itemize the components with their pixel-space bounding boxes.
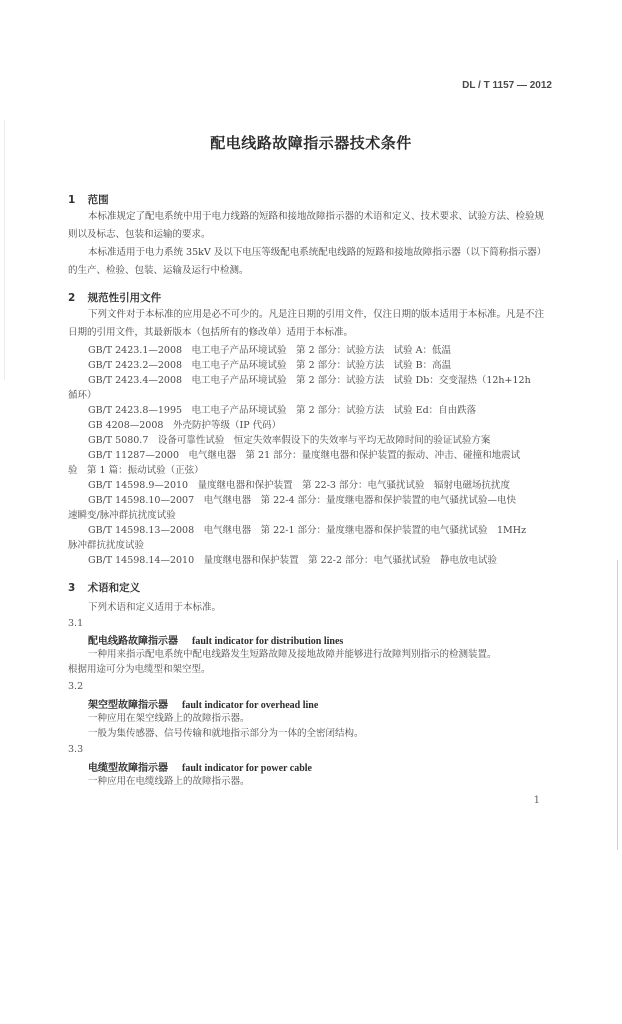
reference-item: GB/T 2423.1—2008 电工电子产品环境试验 第 2 部分：试验方法 试验 A：低温 (88, 345, 452, 356)
paragraph-text: 下列文件对于本标准的应用是必不可少的。凡是注日期的引用文件，仅注日期的版本适用于本标准。凡是不注日期的引用文件，其最新版本（包括所有的修改单）适用于本标准。 (68, 309, 545, 338)
reference-item-continued: 脉冲群抗扰度试验 (68, 540, 145, 551)
term-chinese: 电缆型故障指示器 (88, 763, 168, 774)
term-heading (88, 696, 318, 711)
term-chinese: 架空型故障指示器 (88, 700, 168, 711)
reference-item: GB/T 2423.2—2008 电工电子产品环境试验 第 2 部分：试验方法 试验 B：高温 (88, 360, 452, 371)
section-number: 2 (68, 292, 76, 304)
term-definition-note: 根据用途可分为电缆型和架空型。 (68, 664, 211, 675)
clause-number: 3.3 (68, 744, 84, 755)
section-1-paragraph-1 (68, 208, 552, 244)
document-title: 配电线路故障指示器技术条件 (210, 134, 412, 152)
section-title: 规范性引用文件 (87, 292, 162, 304)
term-definition: 一种用来指示配电系统中配电线路发生短路故障及接地故障并能够进行故障判别指示的检测装置。 (88, 649, 497, 660)
reference-item: GB/T 14598.13—2008 电气继电器 第 22-1 部分：量度继电器和保护装置的电气骚扰试验 1MHz (88, 525, 527, 536)
term-english: fault indicator for power cable (182, 763, 312, 774)
reference-item-continued: 验 第 1 篇：振动试验（正弦） (68, 465, 204, 476)
reference-item: GB 4208—2008 外壳防护等级（IP 代码） (88, 420, 282, 431)
section-number: 1 (68, 194, 76, 206)
term-heading (88, 632, 343, 647)
clause-number: 3.1 (68, 618, 84, 629)
standard-number: DL / T 1157 — 2012 (462, 80, 552, 91)
section-3-intro: 下列术语和定义适用于本标准。 (88, 602, 222, 613)
scan-edge-left (4, 120, 5, 380)
reference-item: GB/T 14598.10—2007 电气继电器 第 22-4 部分：量度继电器和保护装置的电气骚扰试验—电快 (88, 495, 517, 506)
section-number: 3 (68, 582, 76, 594)
section-1-heading (68, 192, 109, 207)
section-title: 范围 (87, 194, 109, 206)
section-title: 术语和定义 (87, 582, 141, 594)
reference-item-continued: 循环） (68, 390, 97, 401)
term-definition: 一种应用在电缆线路上的故障指示器。 (88, 776, 250, 787)
section-2-heading (68, 290, 161, 305)
reference-item: GB/T 14598.14—2010 量度继电器和保护装置 第 22-2 部分：电气骚扰试验 静电放电试验 (88, 555, 498, 566)
reference-item: GB/T 14598.9—2010 量度继电器和保护装置 第 22-3 部分：电气骚扰试验 辐射电磁场抗扰度 (88, 480, 510, 491)
section-1-paragraph-2 (68, 244, 552, 280)
term-heading (88, 759, 312, 774)
page-number: 1 (533, 795, 540, 806)
paragraph-text: 本标准规定了配电系统中用于电力线路的短路和接地故障指示器的术语和定义、技术要求、试验方法、检验规则以及标志、包装和运输的要求。 (68, 211, 545, 240)
term-definition-note: 一般为集传感器、信号传输和就地指示部分为一体的全密闭结构。 (88, 728, 364, 739)
term-chinese: 配电线路故障指示器 (88, 636, 178, 647)
reference-item: GB/T 2423.8—1995 电工电子产品环境试验 第 2 部分：试验方法 试验 Ed：自由跌落 (88, 405, 477, 416)
scan-edge-right (617, 560, 618, 850)
paragraph-text: 本标准适用于电力系统 35kV 及以下电压等级配电系统配电线路的短路和接地故障指示器（以下简称指示器）的生产、检验、包装、运输及运行中检测。 (68, 247, 547, 276)
section-2-intro (68, 306, 552, 342)
clause-number: 3.2 (68, 681, 84, 692)
term-english: fault indicator for overhead line (182, 700, 319, 711)
reference-item: GB/T 11287—2000 电气继电器 第 21 部分：量度继电器和保护装置的振动、冲击、碰撞和地震试 (88, 450, 521, 461)
section-3-heading (68, 580, 140, 595)
reference-item-continued: 速瞬变/脉冲群抗扰度试验 (68, 510, 176, 521)
term-english: fault indicator for distribution lines (192, 636, 344, 647)
reference-item: GB/T 2423.4—2008 电工电子产品环境试验 第 2 部分：试验方法 试验 Db：交变湿热（12h+12h (88, 375, 531, 386)
reference-item: GB/T 5080.7 设备可靠性试验 恒定失效率假设下的失效率与平均无故障时间的验证试验方案 (88, 435, 491, 446)
term-definition: 一种应用在架空线路上的故障指示器。 (88, 713, 250, 724)
